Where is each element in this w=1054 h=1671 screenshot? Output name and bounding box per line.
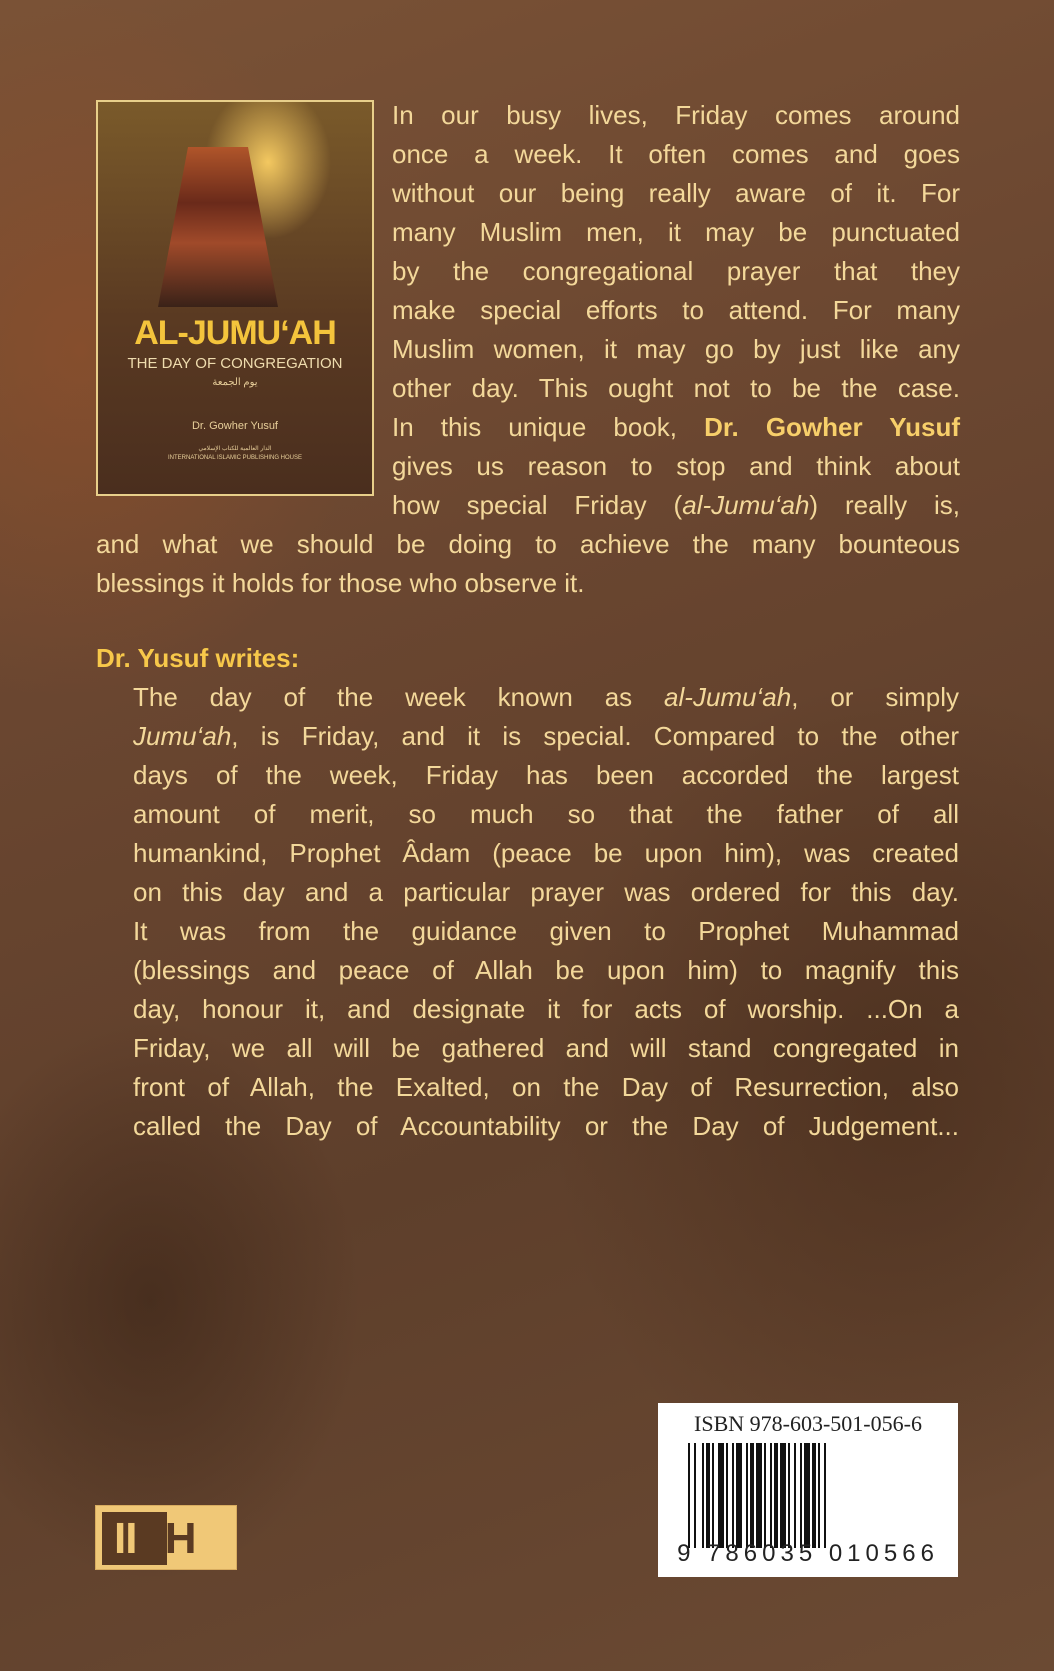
text-line [133, 756, 959, 795]
text-segment: Dr. Gowher Yusuf [704, 412, 960, 442]
cover-subtitle: THE DAY OF CONGREGATION [127, 355, 343, 372]
text-segment: In this unique book, [392, 412, 705, 442]
logo-text [114, 1514, 196, 1564]
text-line [392, 213, 960, 252]
text-segment: al-Jumu‘ah [664, 682, 792, 712]
iiph-logo [95, 1505, 237, 1570]
book-cover-thumbnail [96, 100, 374, 496]
text-segment: In our busy lives, Friday comes around [392, 100, 960, 130]
text-segment: humankind, Prophet Âdam (peace be upon him), was created [133, 838, 959, 868]
text-line [133, 795, 959, 834]
logo-text-a: II [114, 1514, 137, 1563]
text-segment: front of Allah, the Exalted, on the Day of Resurrection, also [133, 1072, 959, 1102]
text-segment: make special efforts to attend. For many [392, 295, 960, 325]
text-line [392, 96, 960, 135]
text-segment: , or simply [791, 682, 959, 712]
isbn-barcode [658, 1403, 958, 1577]
text-line [392, 252, 960, 291]
text-segment: without our being really aware of it. For [392, 178, 960, 208]
text-line [133, 951, 959, 990]
text-line [133, 717, 959, 756]
text-segment: Friday, we all will be gathered and will stand congregated in [133, 1033, 959, 1063]
cover-title: AL-JUMU‘AH [134, 314, 336, 352]
text-line [392, 369, 960, 408]
cover-publisher: INTERNATIONAL ISLAMIC PUBLISHING HOUSE [167, 455, 303, 461]
minbar-image [158, 147, 278, 307]
text-line [96, 525, 960, 564]
text-line [133, 1107, 959, 1146]
text-line [133, 834, 959, 873]
text-segment: how special Friday ( [392, 490, 683, 520]
text-line [392, 486, 960, 525]
text-line [392, 330, 960, 369]
text-segment: Jumu‘ah [133, 721, 232, 751]
text-segment: The day of the week known as [133, 682, 665, 712]
quote-heading: Dr. Yusuf writes: [96, 643, 300, 673]
text-line [392, 135, 960, 174]
text-segment: (blessings and peace of Allah be upon him) to magnify this [133, 955, 959, 985]
text-line [392, 174, 960, 213]
text-segment: and what we should be doing to achieve the many bounteous [96, 529, 960, 559]
text-segment: al-Jumu‘ah [682, 490, 810, 520]
text-segment: amount of merit, so much so that the father of all [133, 799, 959, 829]
text-segment: once a week. It often comes and goes [392, 139, 960, 169]
text-segment: other day. This ought not to be the case. [392, 373, 960, 403]
text-line [392, 291, 960, 330]
text-segment: days of the week, Friday has been accorded the largest [133, 760, 959, 790]
text-segment: Muslim women, it may go by just like any [392, 334, 960, 364]
text-segment: gives us reason to stop and think about [392, 451, 960, 481]
cover-publisher-arabic: الدار العالمية للكتاب الإسلامي [198, 446, 272, 452]
isbn-label: ISBN 978-603-501-056-6 [694, 1411, 922, 1436]
text-line [133, 1068, 959, 1107]
logo-text-b: PH [136, 1514, 196, 1563]
text-segment: many Muslim men, it may be punctuated [392, 217, 960, 247]
text-line [133, 1029, 959, 1068]
text-line [133, 990, 959, 1029]
text-line [133, 912, 959, 951]
text-line [96, 564, 960, 603]
cover-arabic-title: يوم الجمعة [212, 377, 258, 388]
barcode-bar [826, 1443, 828, 1548]
text-segment: called the Day of Accountability or the Day of Judgement... [133, 1111, 959, 1141]
text-line [133, 873, 959, 912]
text-segment: , is Friday, and it is special. Compared to the other [231, 721, 959, 751]
text-segment: by the congregational prayer that they [392, 256, 960, 286]
text-segment: day, honour it, and designate it for acts of worship. ...On a [133, 994, 959, 1024]
text-segment: It was from the guidance given to Prophet Muhammad [133, 916, 959, 946]
barcode-bars [688, 1443, 928, 1548]
text-segment: on this day and a particular prayer was ordered for this day. [133, 877, 959, 907]
text-line [392, 447, 960, 486]
text-segment: blessings it holds for those who observe it. [96, 568, 585, 598]
barcode-digits: 9 786035 010566 [677, 1540, 939, 1567]
text-segment: ) really is, [809, 490, 960, 520]
text-line [133, 678, 959, 717]
cover-author: Dr. Gowher Yusuf [191, 420, 278, 432]
text-line [392, 408, 960, 447]
